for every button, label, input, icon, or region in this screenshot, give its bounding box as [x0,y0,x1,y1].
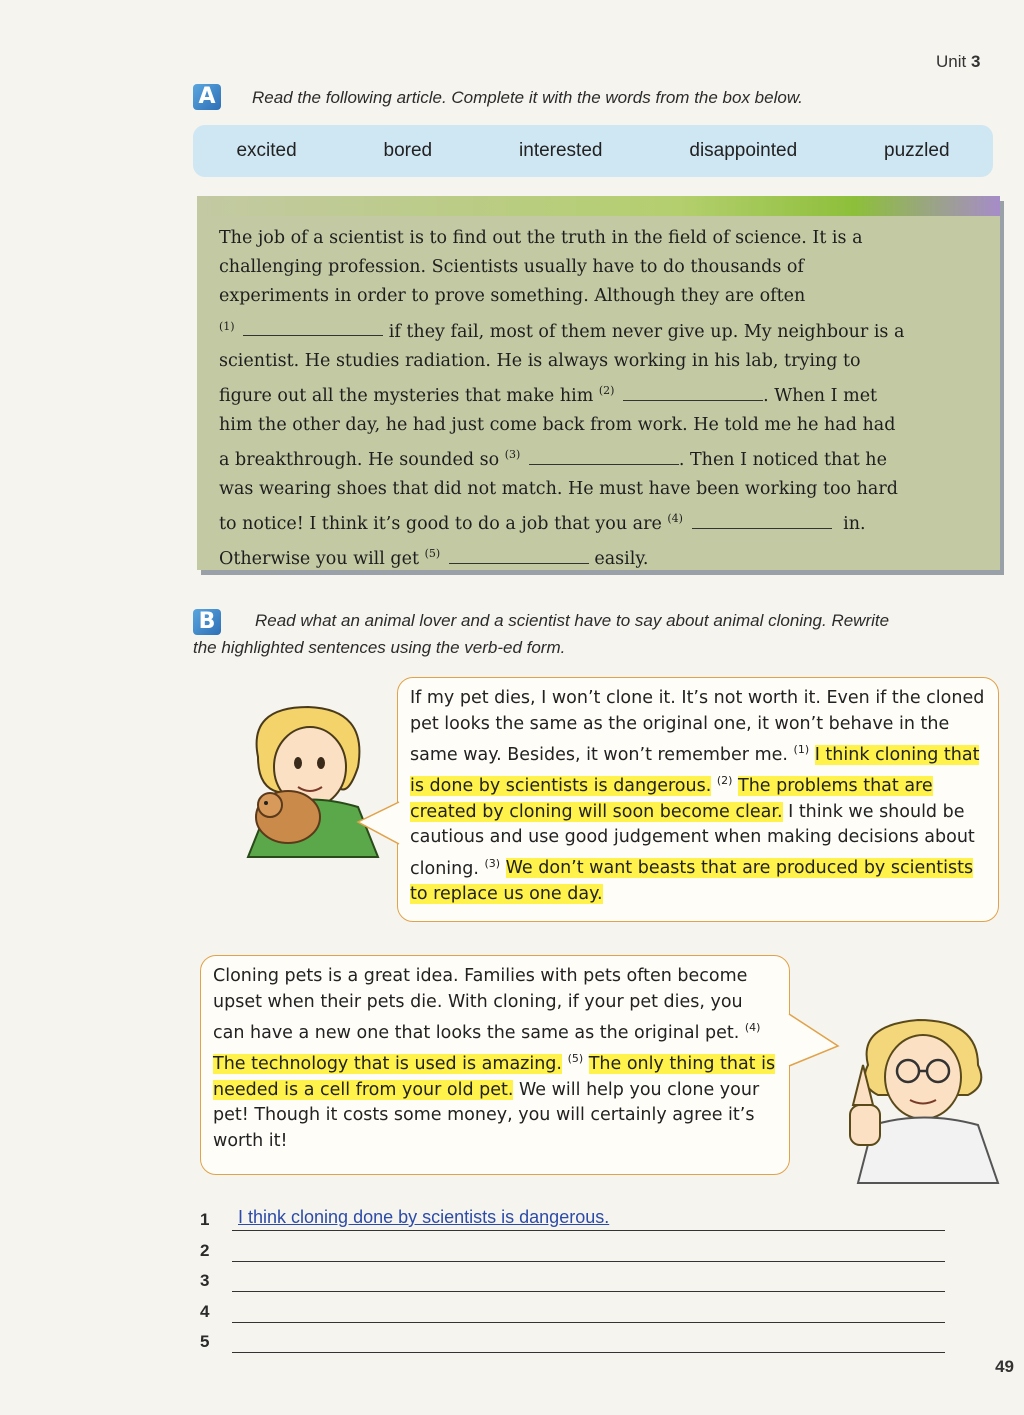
article-panel [197,196,1000,570]
answer-line[interactable] [232,1230,945,1231]
page-number: 49 [995,1357,1014,1376]
animal-lover-speech-bubble [397,677,999,922]
sentence-number: (1) [793,743,810,756]
blank-4[interactable] [692,510,832,529]
blank-number: (1) [219,319,235,333]
answer-row [200,1265,945,1296]
section-b-badge: B [193,609,221,635]
article-line: was wearing shoes that did not match. He must have been working too hard [219,479,898,500]
blank-number: (2) [598,383,615,397]
answer-line[interactable] [232,1261,945,1262]
bubble-tail-icon [788,1010,840,1070]
highlighted-sentence-1: I think cloning that is done by scientists is dangerous. [410,744,980,797]
answer-number: 4 [200,1301,210,1321]
answer-number: 1 [200,1210,210,1229]
answer-number: 2 [200,1240,210,1260]
sentence-number: (2) [716,774,733,788]
article-line-text: . When I met [763,385,878,406]
blank-number: (3) [504,448,521,462]
bubble-tail-icon [356,800,400,846]
highlighted-sentence-4: The technology that is used is amazing. [213,1054,562,1075]
word-box-item: interested [519,140,603,161]
section-b-instruction-line2: the highlighted sentences using the verb-ed form. [193,638,566,657]
blank-1[interactable] [243,317,383,336]
section-b-instruction-line1: Read what an animal lover and a scientist have to say about animal cloning. Rewrite [255,611,890,630]
word-box-item: bored [383,140,433,161]
article-line [219,504,979,539]
scientist-speech-bubble [200,955,790,1175]
scientist-illustration-icon [838,1005,1008,1185]
section-a-instruction: Read the following article. Complete it with the words from the box below. [252,88,803,107]
article-line [219,440,979,475]
sentence-number: (4) [744,1021,761,1034]
answer-row [200,1296,945,1327]
bubble-text: Cloning pets is a great idea. Families with pets often become upset when their pets die. With cloning, if your pet dies, you can have a new one that looks the same as the original pet. [213,966,748,1043]
article-line-text: . Then I noticed that he [678,449,887,470]
word-box-item: puzzled [884,140,950,161]
highlighted-sentence-2: The problems that are created by cloning will soon become clear. [410,776,933,822]
article-line-text: figure out all the mysteries that make him [219,385,594,406]
answer-line[interactable] [232,1322,945,1323]
answer-list [200,1204,945,1357]
answer-row [200,1235,945,1266]
article-line [219,539,979,574]
article-line: challenging profession. Scientists usually have to do thousands of [219,257,804,278]
article-line-text: easily. [594,549,649,570]
word-box-item: excited [236,140,297,161]
article-line [219,376,979,411]
answer-number: 5 [200,1332,210,1351]
answer-row [200,1326,945,1357]
answer-line[interactable] [232,1352,945,1353]
word-box-item: disappointed [689,140,798,161]
bubble-text: If my pet dies, I won’t clone it. It’s not worth it. Even if the cloned pet looks the same as the original one, it won’t behave in the same way. Besides, it won’t remember me. [410,688,985,765]
unit-word: Unit [936,52,967,71]
article-line-text: if they fail, most of them never give up. My neighbour is a [388,321,905,342]
article-line-text: a breakthrough. He sounded so [219,449,500,470]
article-line: The job of a scientist is to find out the truth in the field of science. It is a [219,228,863,248]
answer-number: 3 [200,1271,210,1290]
blank-number: (5) [424,547,441,561]
article-line: experiments in order to prove something. Although they are often [219,286,806,307]
blank-5[interactable] [449,545,589,564]
blank-3[interactable] [529,446,679,465]
answer-line[interactable] [232,1291,945,1292]
bubble-text: We will help you clone your pet! Though it costs some money, you will certainly agree it’s worth it! [213,1079,760,1151]
bubble-text: I think we should be cautious and use good judgement when making decisions about cloning. [410,801,975,879]
sentence-number: (3) [484,856,501,870]
word-box [193,125,993,177]
answer-text: I think cloning done by scientists is dangerous. [238,1207,610,1227]
highlighted-sentence-5: The only thing that is needed is a cell from your old pet. [213,1054,776,1100]
article-line-text: Otherwise you will get [219,549,420,570]
highlighted-sentence-3: We don’t want beasts that are produced by scientists to replace us one day. [410,858,974,904]
section-a-badge: A [193,84,221,110]
article-header-strip [197,196,1000,216]
unit-number: 3 [970,52,981,71]
article-line: him the other day, he had just come back from work. He told me he had had [219,414,896,435]
article-line: scientist. He studies radiation. He is always working in his lab, trying to [219,350,861,371]
unit-label [936,52,980,72]
blank-2[interactable] [623,382,763,401]
sentence-number: (5) [567,1052,584,1066]
article-text [219,224,979,574]
article-line-text: to notice! I think it’s good to do a job that you are [219,514,662,535]
article-line [219,312,979,347]
answer-row [200,1204,945,1235]
blank-number: (4) [667,512,683,526]
article-line-text: in. [843,514,866,535]
